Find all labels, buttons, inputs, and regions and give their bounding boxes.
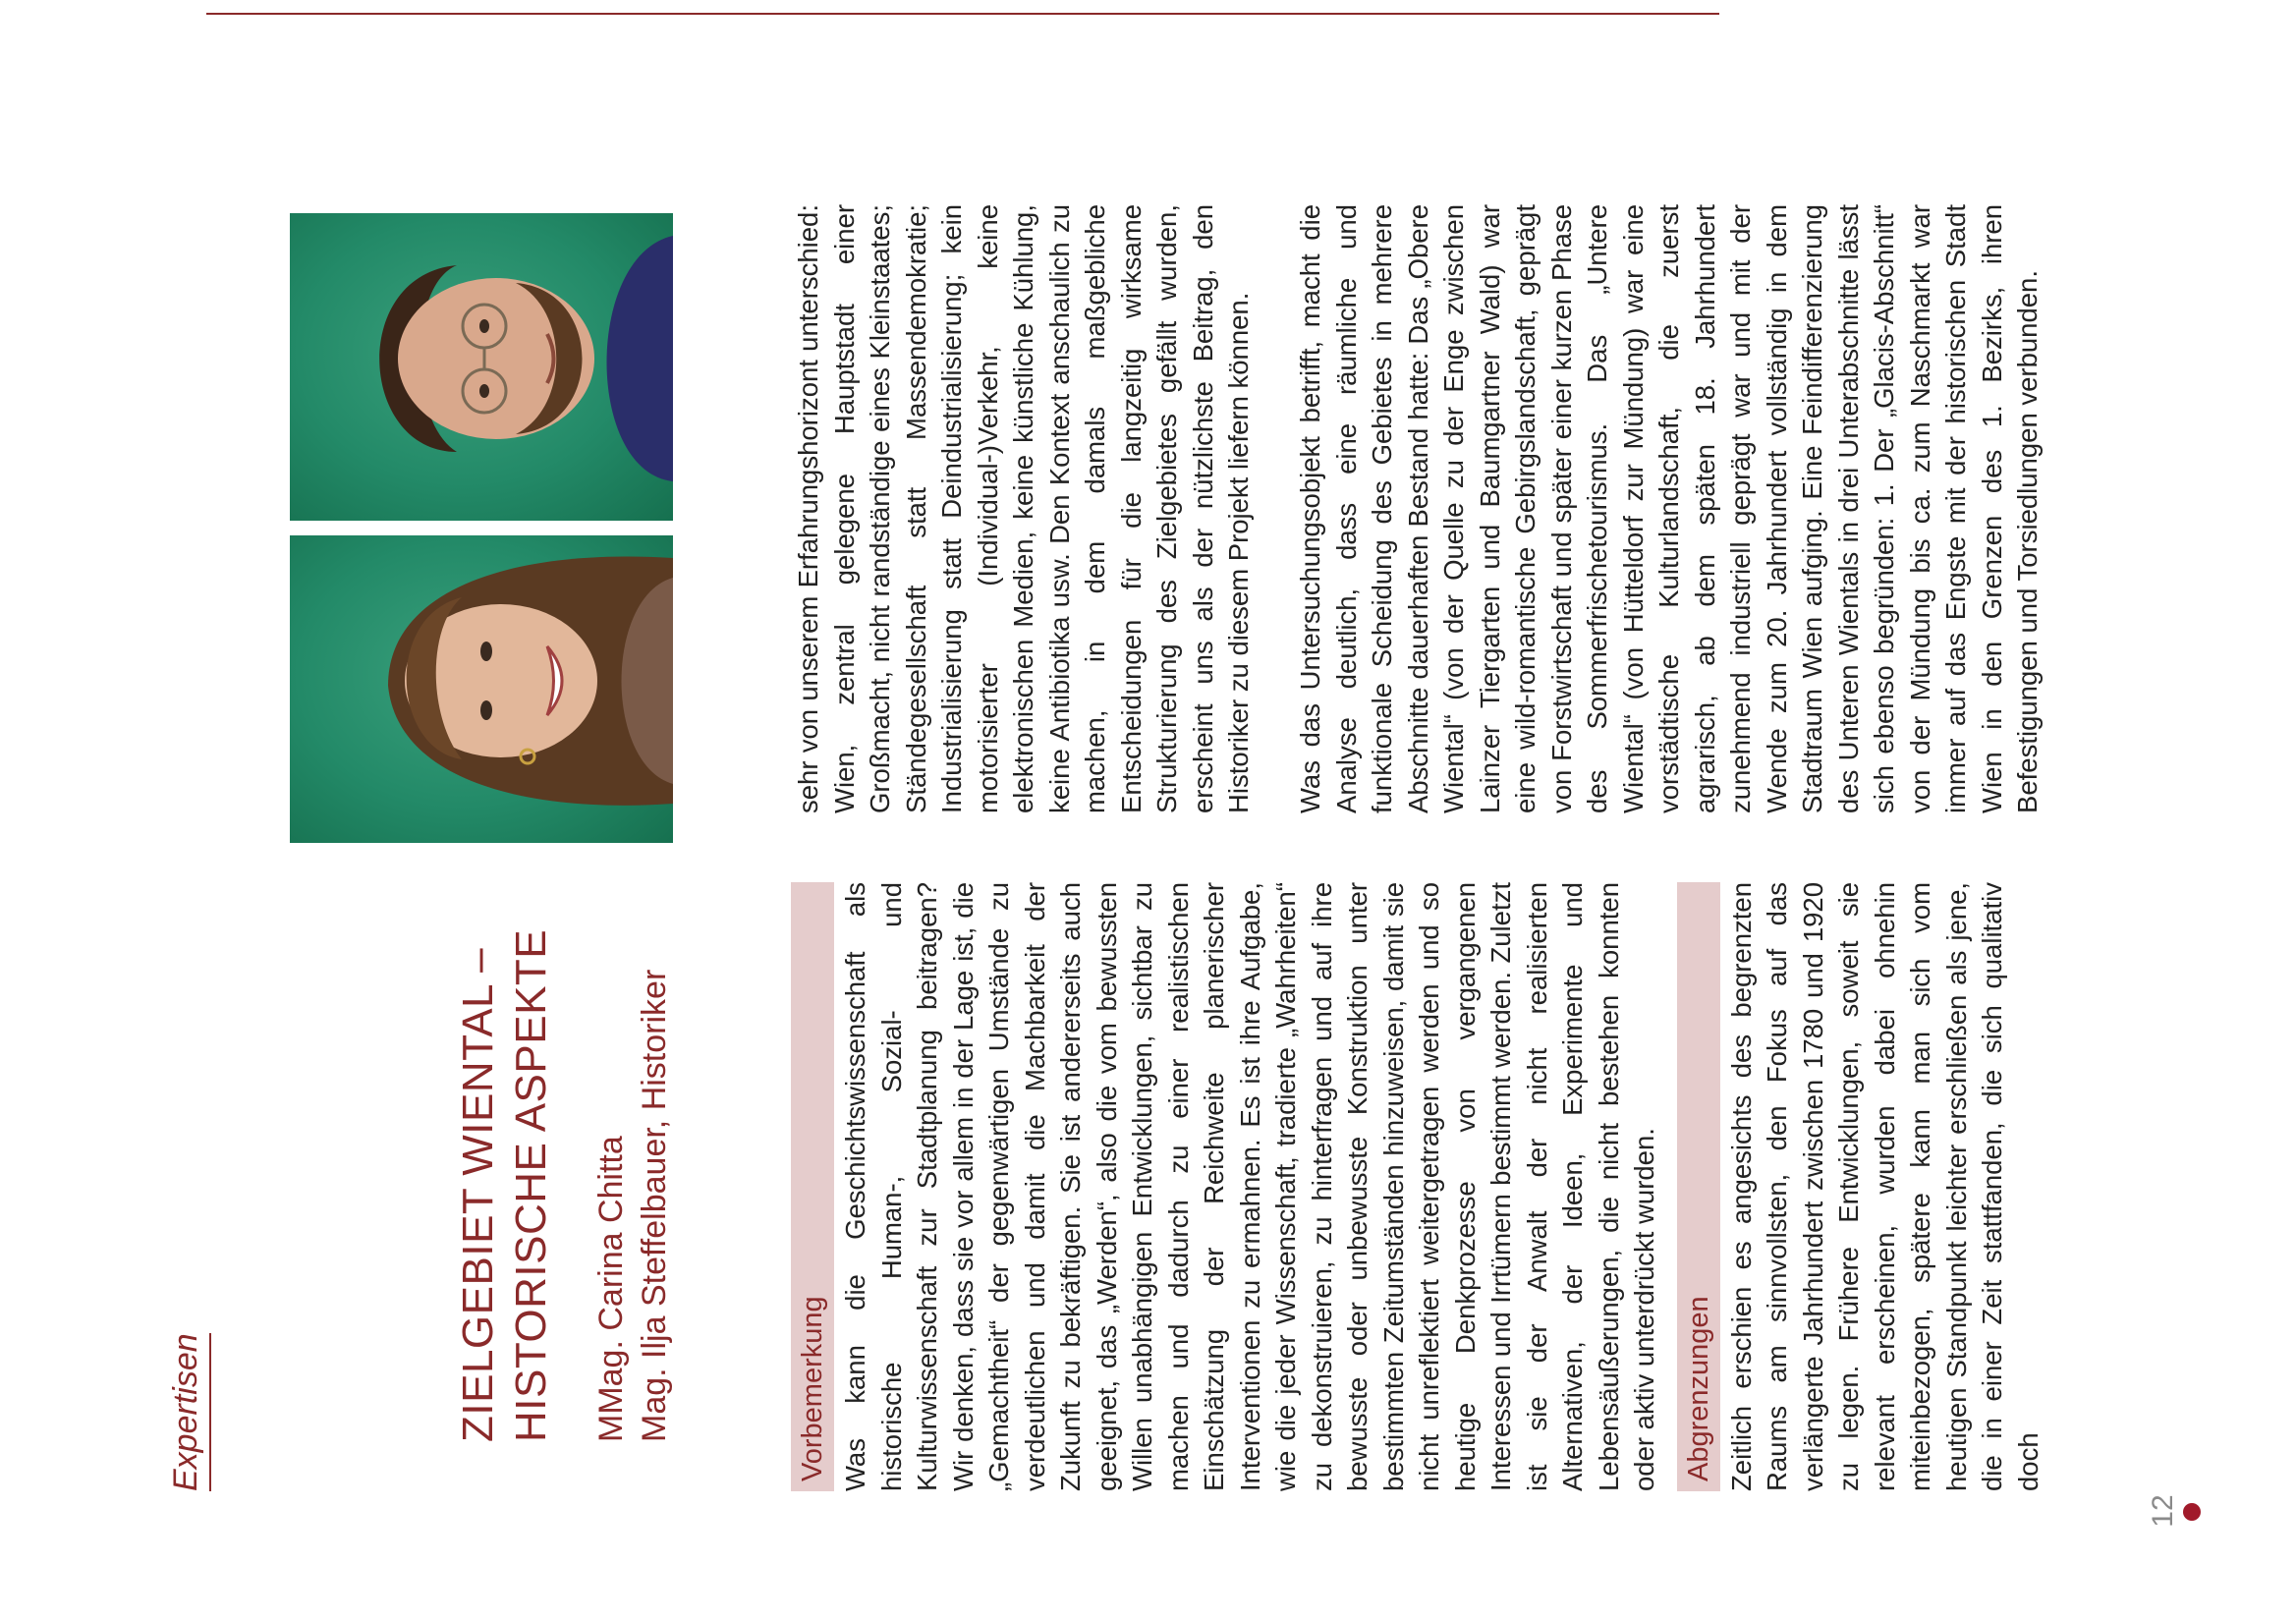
page-number-dot	[2183, 1503, 2201, 1521]
paragraph: Was kann die Geschichtswissenschaft als historische Human-, Sozial- und Kulturwissenschaft zur Stadtplanung beitragen? Wir denken, dass sie vor allem in der Lage ist, die „Gemachtheit“ der gegenwärtigen Umstände zu verdeutlichen und damit die Machbarkeit der Zukunft zu bekräftigen. Sie ist andererseits auch geeignet, das „Werden“, also die vom bewussten Willen unabhängigen Entwicklungen, sichtbar zu machen und dadurch zu einer realistischen Einschätzung der Reichweite planerischer Interventionen zu ermahnen. Es ist ihre Aufgabe, wie die jeder Wissenschaft, tradierte „Wahrheiten“ zu dekonstruieren, zu hinterfragen und auf ihre bewusste oder unbewusste Konstruktion unter bestimmten Zeitumständen hinzuweisen, damit sie nicht unreflektiert weitergetragen werden und so heutige Denkprozesse von vergangenen Interessen und Irrtümern bestimmt werden. Zuletzt ist sie der Anwalt der nicht realisierten Alternativen, der Ideen, Experimente und Lebensäußerungen, die nicht bestehen konnten oder aktiv unterdrückt wurden.	[840, 882, 1659, 1491]
portrait-man-image	[290, 213, 673, 521]
section-label: Expertisen	[167, 1333, 211, 1491]
author-name: Mag. Ilja Steffelbauer, Historiker	[636, 969, 673, 1442]
portrait-woman-image	[290, 535, 673, 843]
paragraph: Zeitlich erschien es angesichts des begrenzten Raums am sinnvollsten, den Fokus auf das verlängerte Jahrhundert zwischen 1780 und 1920 zu legen. Frühere Entwicklungen, soweit sie relevant erscheinen, wurden dabei ohnehin miteinbezogen, spätere kann man sich vom heutigen Standpunkt leichter erschließen als jene, die in einer Zeit stattfanden, die sich qualitativ doch	[1725, 882, 2044, 1491]
paragraph-gap	[1258, 204, 1294, 813]
authors	[589, 833, 676, 1442]
article-title: ZIELGEBIET WIENTAL – HISTORISCHE ASPEKTE	[454, 928, 555, 1442]
header-rule	[206, 13, 1719, 15]
subheading-abgrenzungen: Abgrenzungen	[1677, 882, 1720, 1491]
portrait-photo-man	[290, 213, 673, 521]
portrait-photo-woman	[290, 535, 673, 843]
subheading-vorbemerkung: Vorbemerkung	[791, 882, 834, 1491]
text-column-right	[791, 204, 2046, 813]
page-number: 12	[2147, 1494, 2179, 1528]
paragraph: Was das Untersuchungsobjekt betrifft, macht die Analyse deutlich, dass eine räumliche und funktionale Scheidung des Gebietes in mehrere Abschnitte dauerhaften Bestand hatte: Das „Obere Wiental“ (von der Quelle zu der Enge zwischen Lainzer Tiergarten und Baumgartner Wald) war eine wild-romantische Gebirgslandschaft, geprägt von Forstwirtschaft und später einer kurzen Phase des Sommerfrischetourismus. Das „Untere Wiental“ (von Hütteldorf zur Mündung) war eine vorstädtische Kulturlandschaft, die zuerst agrarisch, ab dem späten 18. Jahrhundert zunehmend industriell geprägt war und mit der Wende zum 20. Jahrhundert vollständig in dem Stadtraum Wien aufging. Eine Feindifferenzierung des Unteren Wientals in drei Unterabschnitte lässt sich ebenso begründen: 1. Der „Glacis-Abschnitt“ von der Mündung bis ca. zum Naschmarkt war immer auf das Engste mit der historischen Stadt Wien in den Grenzen des 1. Bezirks, ihren Befestigungen und Torsiedlungen verbunden.	[1295, 204, 2043, 813]
author-name: MMag. Carina Chitta	[592, 1136, 630, 1442]
paragraph: sehr von unserem Erfahrungshorizont unterschied: Wien, zentral gelegene Hauptstadt einer Großmacht, nicht randständige eines Kleinstaates; Ständegesellschaft statt Massendemokratie; Industrialisierung statt Deindustrialisierung; kein motorisierter (Individual-)Verkehr, keine elektronischen Medien, keine künstliche Kühlung, keine Antibiotika usw. Den Kontext anschaulich zu machen, in dem damals maßgebliche Entscheidungen für die langzeitig wirksame Strukturierung des Zielgebietes gefällt wurden, erscheint uns als der nützlichste Beitrag, den Historiker zu diesem Projekt liefern können.	[793, 204, 1254, 813]
text-column-left	[791, 882, 2046, 1491]
